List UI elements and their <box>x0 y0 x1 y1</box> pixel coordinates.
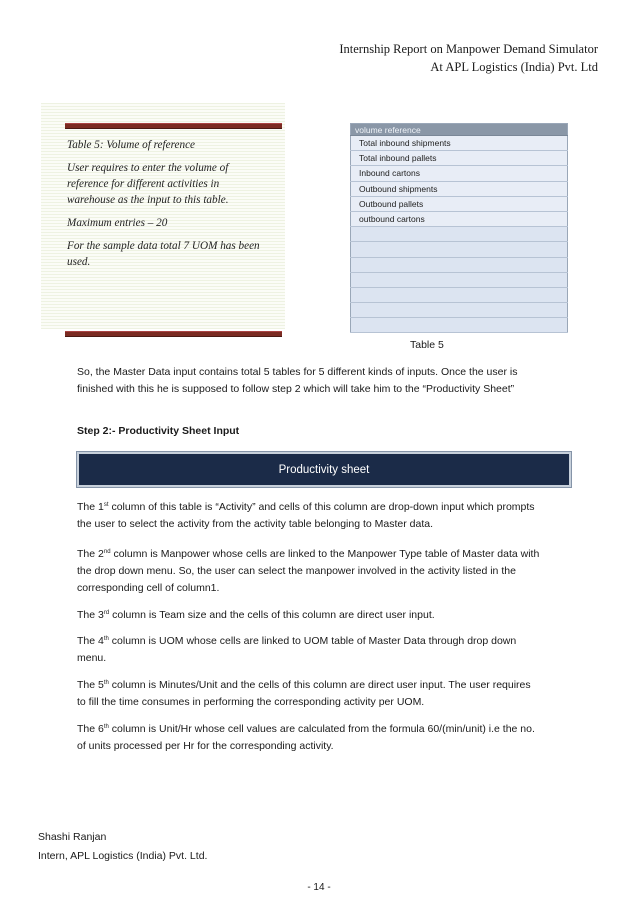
table-row: Outbound pallets <box>351 196 568 211</box>
sidebar-callout <box>41 103 285 329</box>
table-row-empty <box>351 242 568 257</box>
page-number: - 14 - <box>307 882 331 893</box>
volume-reference-table <box>350 123 568 333</box>
page-footer <box>38 828 207 866</box>
sidebar-description: User requires to enter the volume of reference for different activities in warehouse as the input to this table. <box>67 162 229 206</box>
intro-line: finished with this he is supposed to follow step 2 which will take him to the “Productivity Sheet” <box>77 383 515 395</box>
intro-line: So, the Master Data input contains total 5 tables for 5 different kinds of inputs. Once the user is <box>77 366 518 378</box>
sidebar-content <box>67 137 267 277</box>
intro-paragraph <box>77 364 567 398</box>
table-row: outbound cartons <box>351 211 568 226</box>
table-row: Inbound cartons <box>351 166 568 181</box>
productivity-sheet-banner <box>77 452 571 487</box>
table-row-empty <box>351 303 568 318</box>
table-row-empty <box>351 318 568 333</box>
table-row: Outbound shipments <box>351 181 568 196</box>
sidebar-top-rule <box>65 123 282 129</box>
table-row-empty <box>351 227 568 242</box>
author-name: Shashi Ranjan <box>38 831 107 843</box>
table-row-empty <box>351 272 568 287</box>
header-title: Internship Report on Manpower Demand Simulator <box>339 42 598 56</box>
table-row: Total inbound shipments <box>351 136 568 151</box>
sidebar-max-entries: Maximum entries – 20 <box>67 217 168 229</box>
column-paragraph: The 3rd column is Team size and the cells of this column are direct user input. <box>77 609 435 621</box>
column-paragraph: The 4th column is UOM whose cells are linked to UOM table of Master Data through drop down menu. <box>77 635 517 664</box>
author-role: Intern, APL Logistics (India) Pvt. Ltd. <box>38 850 208 862</box>
table-row: Total inbound pallets <box>351 151 568 166</box>
sidebar-bottom-rule <box>65 331 282 337</box>
table-caption: Table 5 <box>410 339 444 351</box>
table-header: volume reference <box>351 124 568 136</box>
header-company: At APL Logistics (India) Pvt. Ltd <box>430 60 598 74</box>
step2-heading: Step 2:- Productivity Sheet Input <box>77 425 240 437</box>
table-row-empty <box>351 287 568 302</box>
column-paragraph: The 5th column is Minutes/Unit and the cells of this column are direct user input. The user requires to fill the time consumes in performing the corresponding activity per UOM. <box>77 679 531 708</box>
table-row-empty <box>351 257 568 272</box>
column-paragraph: The 2nd column is Manpower whose cells are linked to the Manpower Type table of Master data with the drop down menu. So, the user can select the manpower involved in the activity listed in the corresponding cell of column1. <box>77 548 540 594</box>
sidebar-title: Table 5: Volume of reference <box>67 139 196 151</box>
sidebar-note: For the sample data total 7 UOM has been used. <box>67 240 260 268</box>
banner-label: Productivity sheet <box>278 463 370 476</box>
column-paragraph: The 6th column is Unit/Hr whose cell values are calculated from the formula 60/(min/unit) i.e the no. of units processed per Hr for the corresponding activity. <box>77 723 535 752</box>
page-header <box>339 40 598 76</box>
column-paragraph: The 1st column of this table is “Activity” and cells of this column are drop-down input which prompts the user to select the activity from the activity table belonging to Master data. <box>77 501 535 530</box>
